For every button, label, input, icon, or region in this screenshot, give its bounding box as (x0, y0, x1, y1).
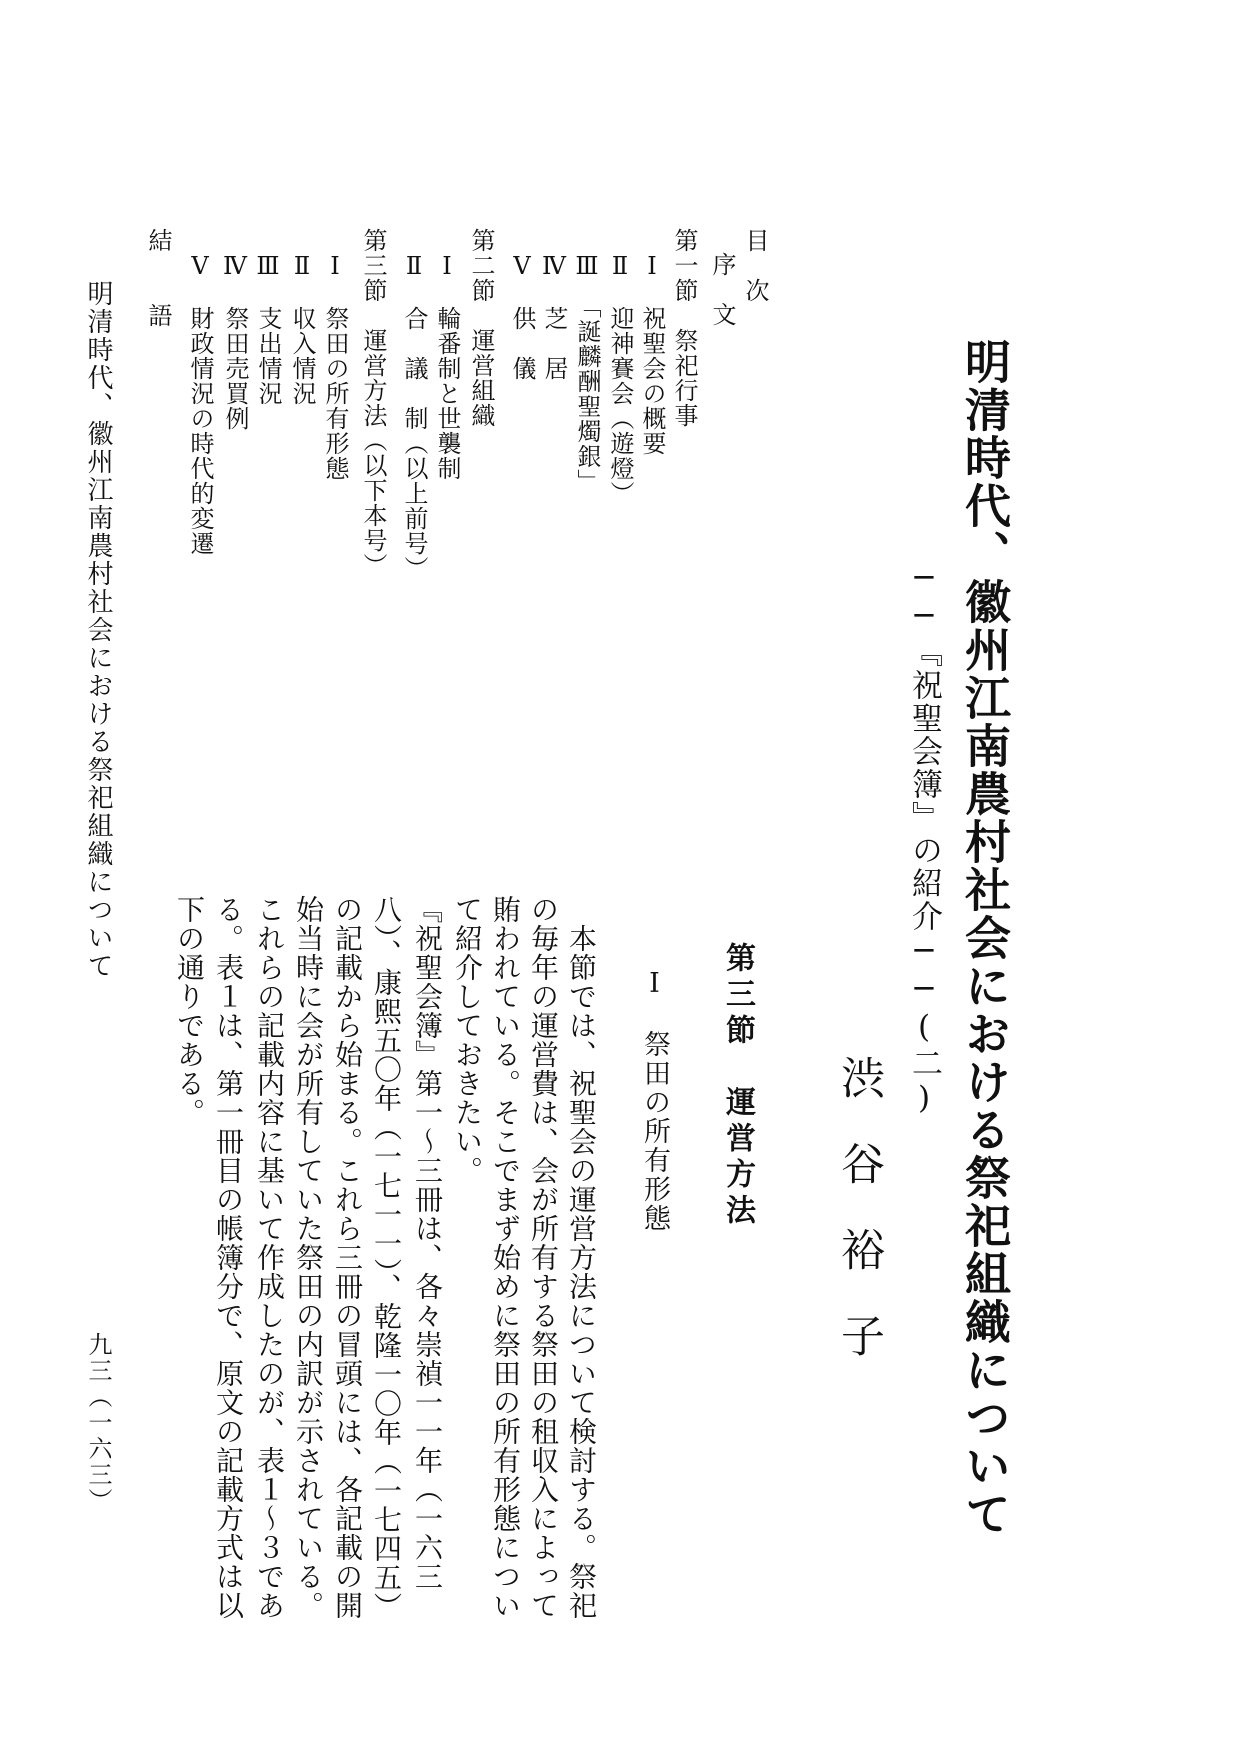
author-name: 渋谷裕子 (833, 1055, 884, 1399)
toc-item: Ⅴ 財政情況の時代的変遷 (186, 252, 214, 556)
body-line: 八）、康熙五〇年（一七一一）、乾隆一〇年（一七四五） (370, 895, 403, 1621)
toc-item: Ⅴ 供 儀 (508, 252, 536, 381)
toc-item: Ⅰ 祭田の所有形態 (321, 252, 349, 481)
toc-item: Ⅰ 輪番制と世襲制 (433, 252, 461, 481)
toc-item: Ⅱ 合 議 制（以上前号） (400, 252, 428, 581)
toc-item: Ⅱ 迎神賽会（遊燈） (606, 252, 634, 506)
toc-item: 第一節 祭祀行事 (670, 228, 698, 428)
toc-item: Ⅳ 芝 居 (540, 252, 568, 381)
body-line: 『祝聖会簿』第一〜三冊は、各々崇禎一一年（一六三 (411, 895, 444, 1591)
toc-item: 序 文 (708, 252, 736, 327)
toc-item: 第二節 運営組織 (467, 228, 495, 428)
body-line: の記載から始まる。これら三冊の冒頭には、各記載の開 (331, 895, 364, 1620)
toc-item: Ⅱ 収入情況 (288, 252, 316, 406)
section-heading: 第三節 運営方法 (720, 942, 755, 1230)
toc-item: Ⅲ 支出情況 (254, 252, 282, 406)
toc-item: 第三節 運営方法（以下本号） (359, 228, 387, 578)
article-subtitle: ──『祝聖会簿』の紹介──(二) (906, 560, 942, 1118)
toc-heading: 目 次 (741, 228, 769, 303)
body-line: 下の通りである。 (173, 895, 206, 1127)
body-line: これらの記載内容に基いて作成したのが、表１〜３であ (253, 895, 286, 1620)
toc-item: Ⅲ 「誕麟酬聖燭銀」 (573, 252, 601, 494)
toc-item: Ⅳ 祭田売買例 (221, 252, 249, 431)
body-line: る。表１は、第一冊目の帳簿分で、原文の記載方式は以 (212, 895, 245, 1620)
body-line: て紹介しておきたい。 (451, 895, 484, 1185)
article-title: 明清時代、徽州江南農村社会における祭祀組織について (958, 338, 1012, 1538)
body-line: の毎年の運営費は、会が所有する祭田の租収入によって (527, 895, 560, 1620)
body-line: 始当時に会が所有していた祭田の内訳が示されている。 (292, 895, 325, 1620)
subsection-heading: Ⅰ 祭田の所有形態 (639, 968, 670, 1233)
page-number: 九三（一六三） (84, 1332, 112, 1514)
toc-item: Ⅰ 祝聖会の概要 (638, 252, 666, 456)
toc-item: 結 語 (144, 228, 172, 328)
body-line: 本節では、祝聖会の運営方法について検討する。祭祀 (565, 895, 598, 1620)
running-title: 明清時代、徽州江南農村社会における祭祀組織について (83, 280, 113, 980)
body-line: 賄われている。そこでまず始めに祭田の所有形態につい (489, 895, 522, 1620)
